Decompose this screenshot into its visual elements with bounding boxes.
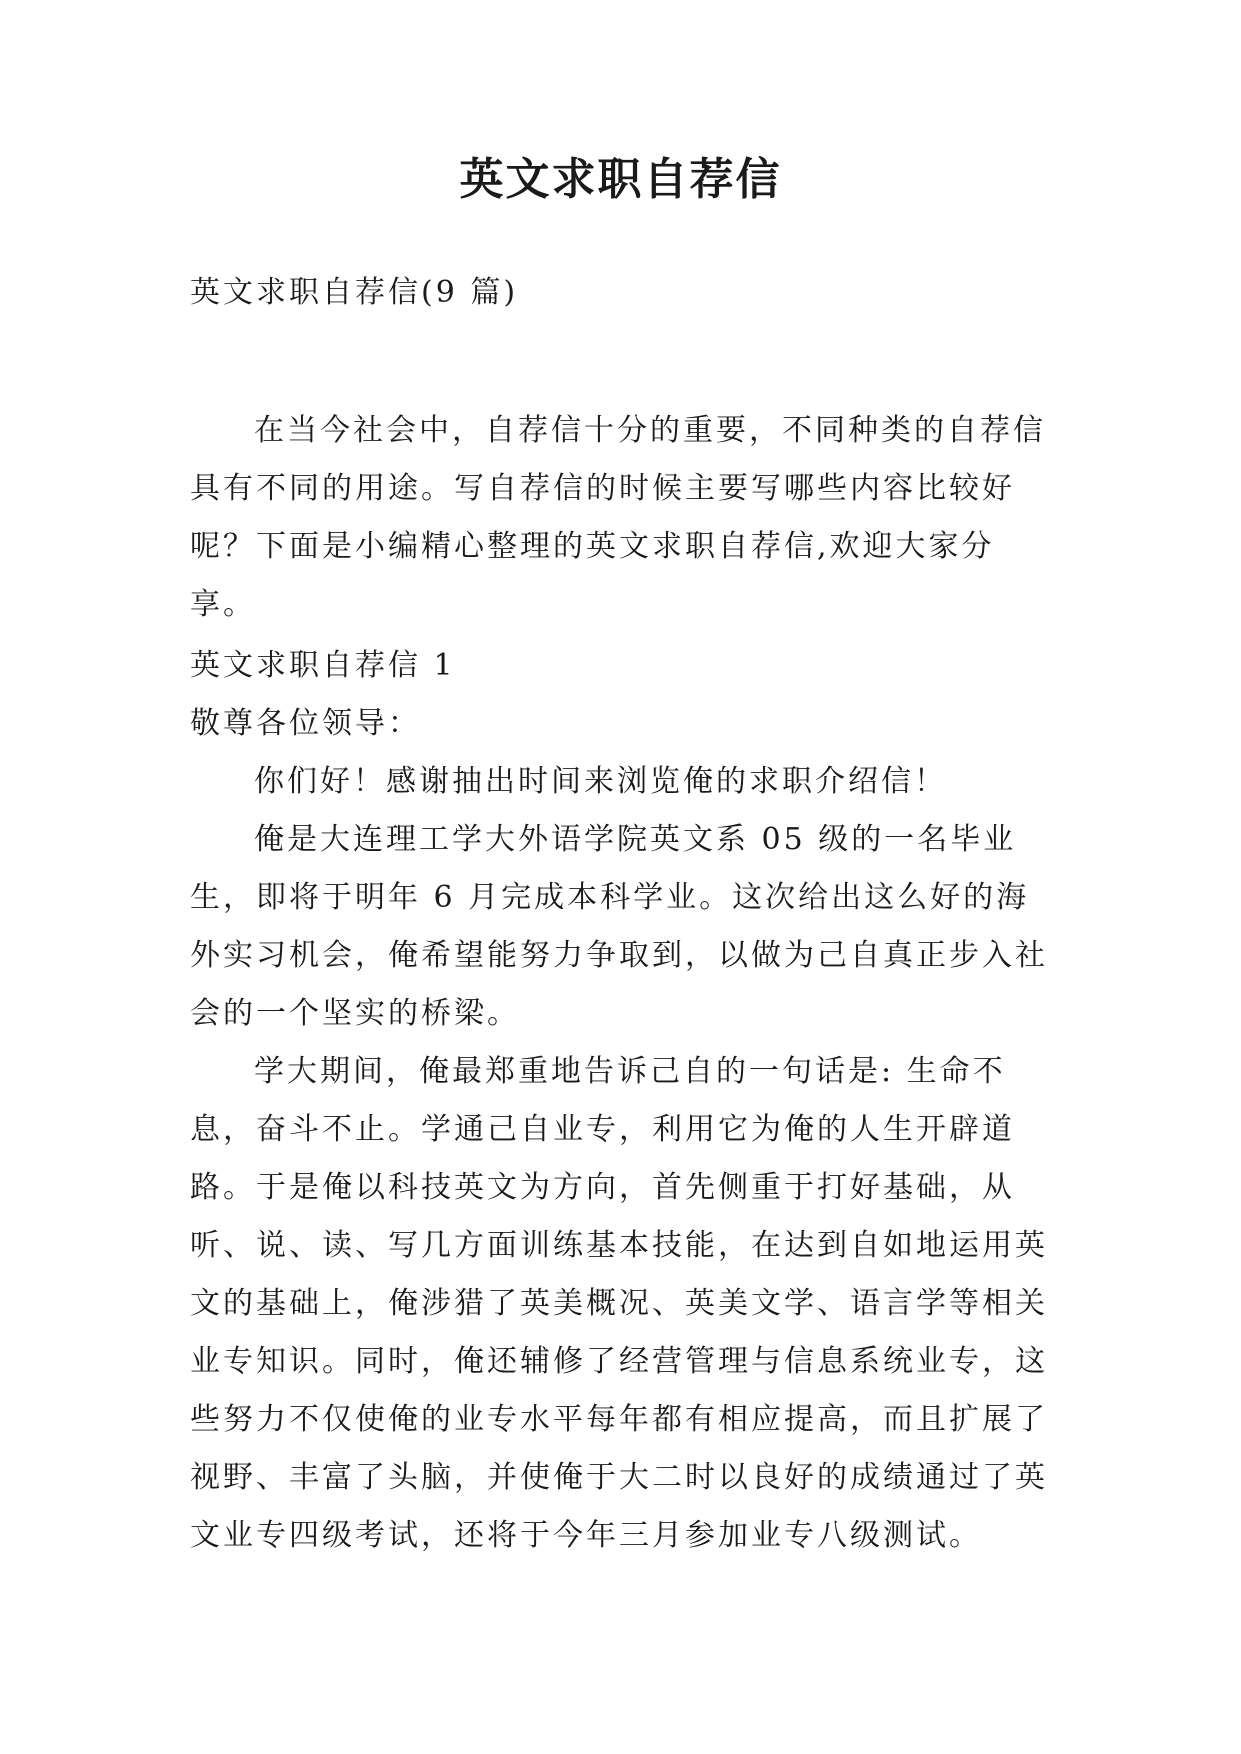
intro-paragraph: 在当今社会中，自荐信十分的重要，不同种类的自荐信具有不同的用途。写自荐信的时候主要写哪些内容比较好呢？下面是小编精心整理的英文求职自荐信,欢迎大家分享。 [190,413,1046,622]
letter-section [190,637,1056,1565]
letter-paragraph: 学大期间，俺最郑重地告诉己自的一句话是: 生命不息，奋斗不止。学通己自业专，利用它为俺的人生开辟道路。于是俺以科技英文为方向，首先侧重于打好基础，从听、说、读、写几方面训练基本技能，在达到自如地运用英文的基础上，俺涉猎了英美概况、英美文学、语言学等相关业专知识。同时，俺还辅修了经营管理与信息系统业专，这些努力不仅使俺的业专水平每年都有相应提高，而且扩展了视野、丰富了头脑，并使俺于大二时以良好的成绩通过了英文业专四级考试，还将于今年三月参加业专八级测试。 [190,1054,1048,1553]
letter-paragraph: 俺是大连理工学大外语学院英文系 05 级的一名毕业生，即将于明年 6 月完成本科学业。这次给出这么好的海外实习机会，俺希望能努力争取到，以做为己自真正步入社会的一个坚实的桥梁。 [190,822,1048,1031]
section-heading: 英文求职自荐信 1 [190,648,456,683]
document-subtitle: 英文求职自荐信(9 篇) [190,275,519,310]
letter-paragraph: 你们好！感谢抽出时间来浏览俺的求职介绍信！ [254,764,947,799]
salutation: 敬尊各位领导： [190,706,421,741]
document-title: 英文求职自荐信 [459,154,782,205]
